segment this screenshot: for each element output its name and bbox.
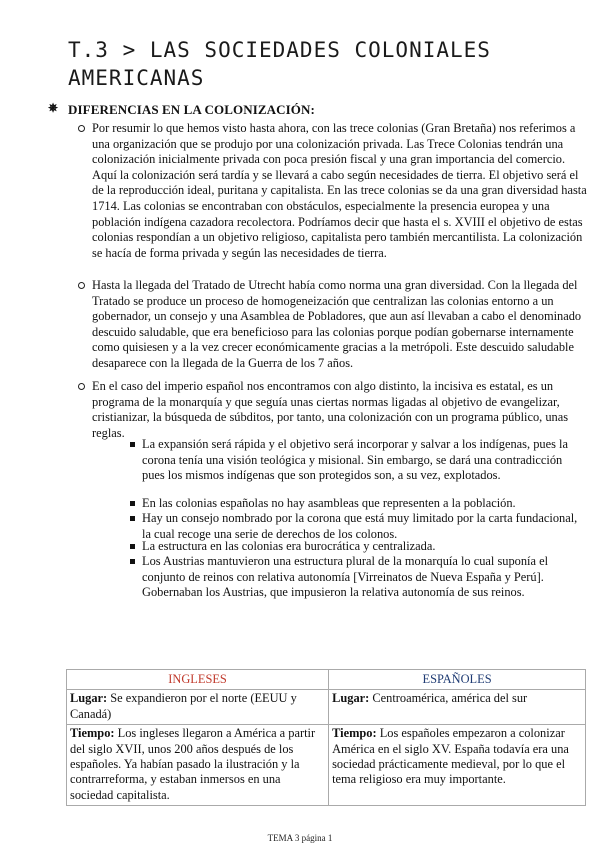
circle-bullet-icon (78, 282, 85, 289)
header-ingleses: INGLESES (67, 670, 329, 690)
page-title: T.3 > LAS SOCIEDADES COLONIALES AMERICANAS (68, 38, 491, 90)
circle-bullet-icon (78, 125, 85, 132)
sub-list-text: Hay un consejo nombrado por la corona que está muy limitado por la carta fundacional, la cual recoge una serie de derechos de los colonos. (142, 511, 578, 541)
cell-espanoles-lugar (329, 690, 586, 725)
cell-ingleses-tiempo (67, 725, 329, 806)
paragraph-text: Hasta la llegada del Tratado de Utrecht había como norma una gran diversidad. Con la llegada del Tratado se produce un proceso de homogeneización que centralizan las colonias entorno a un gobernador, un consejo y una Asamblea de Pobladores, que aun así llevaban a cabo el denominado descuido saludable, que era beneficioso para las colonias porque podían gobernarse internamente como quisiesen y a la vez crecer económicamente gracias a la metrópoli. Este descuido saludable desaparece con la llegada de la Guerra de los 7 años. (92, 278, 582, 370)
sub-list-item (142, 437, 582, 484)
cell-label: Tiempo: (70, 726, 115, 741)
sub-list-item (142, 511, 582, 542)
sub-list-item (142, 554, 582, 601)
sub-list-item (142, 539, 582, 555)
sub-list-text: La expansión será rápida y el objetivo será incorporar y salvar a los indígenas, pues la corona tenía una visión teológica y misional. Sin embargo, se dará una contradicción pues los mismos indígenas que son protegidos son, a su vez, explotados. (142, 437, 568, 483)
square-bullet-icon (130, 516, 135, 521)
cell-text: Se expandieron por el norte (EEUU y Canadá) (70, 691, 297, 721)
cell-label: Lugar: (70, 691, 108, 706)
paragraph-text: En el caso del imperio español nos encontramos con algo distinto, la incisiva es estatal, es un programa de la monarquía y que seguía unas ciertas normas ligadas al objetivo de evangelizar, cristianizar, la búsqueda de súbditos, por tanto, una colonización con un programa público, unas reglas. (92, 379, 569, 440)
cell-text: Los ingleses llegaron a América a partir del siglo XVII, unos 200 años después de los españoles. Ya habían pasado la ilustración y la contrarreforma, y estaban inmersos en una sociedad capitalista. (70, 726, 316, 802)
sub-list-text: La estructura en las colonias era burocrática y centralizada. (142, 539, 436, 553)
paragraph-1 (92, 121, 588, 261)
section-heading-text: DIFERENCIAS EN LA COLONIZACIÓN: (68, 102, 315, 117)
comparison-table (66, 669, 586, 806)
cell-espanoles-tiempo (329, 725, 586, 806)
cell-text: Los españoles empezaron a colonizar América en el siglo XV. España todavía era una sociedad prácticamente medieval, por lo que el tema religioso era muy importante. (332, 726, 569, 787)
cell-ingleses-lugar (67, 690, 329, 725)
sub-list-text: Los Austrias mantuvieron una estructura plural de la monarquía lo cual suponía el conjunto de reinos con relativa autonomía [Virreinatos de Nueva España y Perú]. Gobernaban los Austrias, que impusieron la relativa autonomía de sus reinos. (142, 554, 549, 600)
sub-list-text: En las colonias españolas no hay asambleas que representen a la población. (142, 496, 516, 510)
cell-label: Tiempo: (332, 726, 377, 741)
square-bullet-icon (130, 544, 135, 549)
cell-label: Lugar: (332, 691, 370, 706)
cell-text: Centroamérica, américa del sur (369, 691, 528, 706)
table-row (67, 725, 586, 806)
header-espanoles: ESPAÑOLES (329, 670, 586, 690)
gear-bullet-icon: ✵ (48, 101, 59, 115)
square-bullet-icon (130, 501, 135, 506)
paragraph-text: Por resumir lo que hemos visto hasta ahora, con las trece colonias (Gran Bretaña) nos referimos a una organización que se produjo por una colonización privada. Las Trece Colonias tendrán una colonización inicialmente privada con poca presión fiscal y una gran importancia del comercio. Aquí la colonización será tardía y se llevará a cabo según necesidades de tierra. El objetivo será el de la reproducción ideal, puritana y capitalista. En las trece colonias se da una gran diversidad hasta 1714. Las colonias se encontraban con obstáculos, especialmente la presencia europea y una población indígena cazadora recolectora. Podríamos decir que hasta el s. XVIII el objetivo de estas colonias respondían a un objetivo religioso, capitalista pero también mercantilista. La colonización se hacía de forma privada y según las necesidades de tierra. (92, 121, 587, 260)
circle-bullet-icon (78, 383, 85, 390)
table-row (67, 690, 586, 725)
paragraph-3 (92, 379, 588, 441)
paragraph-2 (92, 278, 588, 372)
square-bullet-icon (130, 442, 135, 447)
page-footer: TEMA 3 página 1 (267, 833, 333, 843)
square-bullet-icon (130, 559, 135, 564)
sub-list-item (142, 496, 582, 512)
table-header-row (67, 670, 586, 690)
